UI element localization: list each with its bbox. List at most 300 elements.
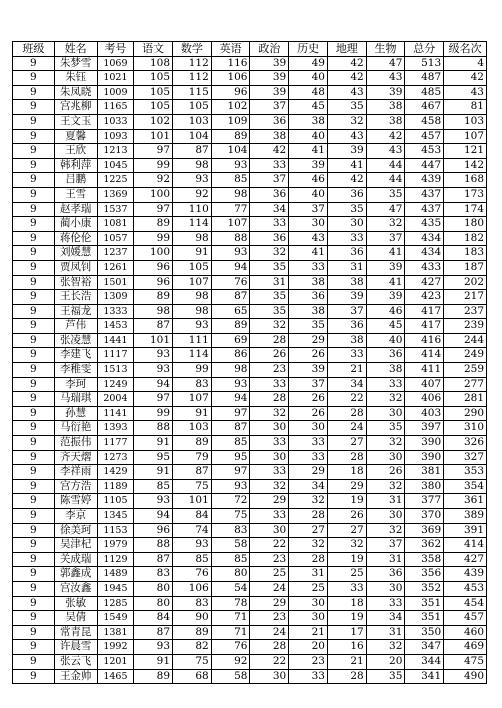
cell-chinese: 96 — [134, 275, 173, 290]
table-row — [13, 333, 487, 348]
cell-class: 9 — [13, 129, 55, 144]
cell-english: 93 — [211, 158, 250, 173]
cell-biology: 38 — [366, 114, 405, 129]
cell-exam-number: 1141 — [97, 406, 134, 421]
cell-history: 38 — [289, 275, 328, 290]
cell-history: 45 — [289, 100, 328, 115]
cell-math: 85 — [173, 552, 212, 567]
cell-history: 37 — [289, 202, 328, 217]
cell-class: 9 — [13, 509, 55, 524]
table-row — [13, 538, 487, 553]
cell-math: 89 — [173, 625, 212, 640]
cell-english: 89 — [211, 319, 250, 334]
table-row — [13, 421, 487, 436]
cell-politics: 30 — [250, 669, 289, 684]
cell-english: 98 — [211, 363, 250, 378]
cell-exam-number: 1213 — [97, 144, 134, 159]
cell-math: 75 — [173, 654, 212, 669]
cell-grade-rank: 4 — [444, 56, 487, 71]
cell-exam-number: 1537 — [97, 202, 134, 217]
cell-total: 370 — [405, 509, 444, 524]
cell-politics: 22 — [250, 538, 289, 553]
cell-chinese: 91 — [134, 465, 173, 480]
cell-exam-number: 1237 — [97, 246, 134, 261]
cell-politics: 34 — [250, 202, 289, 217]
cell-english: 98 — [211, 187, 250, 202]
cell-history: 30 — [289, 217, 328, 232]
cell-history: 34 — [289, 479, 328, 494]
cell-history: 30 — [289, 596, 328, 611]
cell-class: 9 — [13, 611, 55, 626]
cell-class: 9 — [13, 392, 55, 407]
cell-politics: 32 — [250, 406, 289, 421]
cell-geography: 28 — [327, 669, 366, 684]
cell-biology: 30 — [366, 406, 405, 421]
cell-biology: 44 — [366, 173, 405, 188]
cell-geography: 21 — [327, 654, 366, 669]
cell-math: 91 — [173, 246, 212, 261]
cell-class: 9 — [13, 114, 55, 129]
cell-chinese: 101 — [134, 333, 173, 348]
cell-exam-number: 1129 — [97, 552, 134, 567]
cell-history: 29 — [289, 333, 328, 348]
cell-exam-number: 1441 — [97, 333, 134, 348]
cell-name: 宫汝鑫 — [54, 581, 97, 596]
cell-history: 39 — [289, 158, 328, 173]
cell-class: 9 — [13, 246, 55, 261]
cell-chinese: 85 — [134, 479, 173, 494]
cell-biology: 20 — [366, 654, 405, 669]
cell-exam-number: 1081 — [97, 217, 134, 232]
cell-geography: 33 — [327, 581, 366, 596]
cell-class: 9 — [13, 319, 55, 334]
cell-biology: 32 — [366, 640, 405, 655]
cell-grade-rank: 490 — [444, 669, 487, 684]
cell-chinese: 87 — [134, 625, 173, 640]
cell-name: 张智裕 — [54, 275, 97, 290]
cell-name: 关成瑞 — [54, 552, 97, 567]
cell-politics: 36 — [250, 187, 289, 202]
cell-geography: 33 — [327, 348, 366, 363]
cell-math: 93 — [173, 538, 212, 553]
cell-biology: 34 — [366, 611, 405, 626]
cell-name: 蒋伦伦 — [54, 231, 97, 246]
cell-biology: 33 — [366, 377, 405, 392]
cell-math: 101 — [173, 494, 212, 509]
table-row — [13, 406, 487, 421]
cell-exam-number: 1309 — [97, 290, 134, 305]
table-row — [13, 348, 487, 363]
cell-history: 33 — [289, 260, 328, 275]
table-row — [13, 275, 487, 290]
cell-grade-rank: 327 — [444, 450, 487, 465]
cell-grade-rank: 239 — [444, 319, 487, 334]
cell-geography: 32 — [327, 538, 366, 553]
cell-chinese: 97 — [134, 144, 173, 159]
cell-class: 9 — [13, 348, 55, 363]
cell-geography: 30 — [327, 217, 366, 232]
cell-biology: 31 — [366, 494, 405, 509]
cell-grade-rank: 427 — [444, 552, 487, 567]
cell-politics: 28 — [250, 640, 289, 655]
cell-biology: 31 — [366, 552, 405, 567]
cell-politics: 33 — [250, 509, 289, 524]
cell-grade-rank: 81 — [444, 100, 487, 115]
cell-exam-number: 1201 — [97, 654, 134, 669]
table-row — [13, 596, 487, 611]
cell-total: 414 — [405, 348, 444, 363]
column-header-geography: 地理 — [327, 42, 366, 57]
cell-name: 贾凤钊 — [54, 260, 97, 275]
cell-chinese: 80 — [134, 596, 173, 611]
cell-biology: 36 — [366, 567, 405, 582]
cell-exam-number: 1345 — [97, 509, 134, 524]
cell-chinese: 87 — [134, 552, 173, 567]
cell-geography: 28 — [327, 450, 366, 465]
cell-exam-number: 1501 — [97, 275, 134, 290]
score-table — [12, 41, 487, 684]
cell-history: 36 — [289, 290, 328, 305]
cell-name: 范振伟 — [54, 436, 97, 451]
cell-grade-rank: 353 — [444, 465, 487, 480]
cell-grade-rank: 237 — [444, 304, 487, 319]
cell-math: 105 — [173, 100, 212, 115]
cell-exam-number: 1549 — [97, 611, 134, 626]
cell-name: 夏馨 — [54, 129, 97, 144]
cell-exam-number: 1225 — [97, 173, 134, 188]
cell-history: 20 — [289, 640, 328, 655]
cell-total: 453 — [405, 144, 444, 159]
cell-english: 88 — [211, 231, 250, 246]
cell-total: 358 — [405, 552, 444, 567]
cell-history: 31 — [289, 567, 328, 582]
cell-math: 84 — [173, 509, 212, 524]
cell-exam-number: 1945 — [97, 581, 134, 596]
cell-class: 9 — [13, 552, 55, 567]
cell-biology: 47 — [366, 56, 405, 71]
cell-english: 76 — [211, 640, 250, 655]
cell-math: 82 — [173, 640, 212, 655]
table-row — [13, 494, 487, 509]
cell-geography: 39 — [327, 144, 366, 159]
cell-history: 35 — [289, 319, 328, 334]
cell-name: 张敏 — [54, 596, 97, 611]
cell-english: 86 — [211, 348, 250, 363]
cell-biology: 45 — [366, 319, 405, 334]
cell-math: 75 — [173, 479, 212, 494]
cell-history: 38 — [289, 114, 328, 129]
cell-math: 92 — [173, 187, 212, 202]
cell-biology: 30 — [366, 509, 405, 524]
cell-english: 92 — [211, 654, 250, 669]
cell-grade-rank: 173 — [444, 187, 487, 202]
cell-chinese: 84 — [134, 611, 173, 626]
cell-chinese: 105 — [134, 100, 173, 115]
cell-name: 朱凤晓 — [54, 85, 97, 100]
cell-total: 427 — [405, 275, 444, 290]
table-row — [13, 523, 487, 538]
cell-english: 69 — [211, 333, 250, 348]
column-header-total: 总分 — [405, 42, 444, 57]
cell-biology: 39 — [366, 290, 405, 305]
cell-class: 9 — [13, 217, 55, 232]
cell-total: 437 — [405, 202, 444, 217]
cell-english: 107 — [211, 217, 250, 232]
cell-english: 71 — [211, 611, 250, 626]
cell-history: 21 — [289, 625, 328, 640]
cell-total: 397 — [405, 421, 444, 436]
cell-grade-rank: 142 — [444, 158, 487, 173]
cell-biology: 33 — [366, 596, 405, 611]
cell-english: 77 — [211, 202, 250, 217]
cell-math: 98 — [173, 231, 212, 246]
cell-math: 93 — [173, 173, 212, 188]
table-row — [13, 304, 487, 319]
table-row — [13, 290, 487, 305]
cell-geography: 18 — [327, 465, 366, 480]
cell-history: 29 — [289, 465, 328, 480]
cell-math: 91 — [173, 406, 212, 421]
cell-math: 103 — [173, 114, 212, 129]
cell-name: 郭鑫成 — [54, 567, 97, 582]
cell-politics: 30 — [250, 523, 289, 538]
cell-name: 齐天熠 — [54, 450, 97, 465]
cell-geography: 19 — [327, 552, 366, 567]
table-row — [13, 187, 487, 202]
cell-politics: 39 — [250, 56, 289, 71]
cell-total: 434 — [405, 231, 444, 246]
cell-politics: 31 — [250, 275, 289, 290]
cell-exam-number: 1465 — [97, 669, 134, 684]
cell-grade-rank: 187 — [444, 260, 487, 275]
cell-chinese: 94 — [134, 377, 173, 392]
cell-biology: 37 — [366, 231, 405, 246]
cell-biology: 31 — [366, 625, 405, 640]
cell-total: 377 — [405, 494, 444, 509]
table-row — [13, 246, 487, 261]
cell-history: 23 — [289, 654, 328, 669]
cell-politics: 36 — [250, 231, 289, 246]
cell-name: 吴津杞 — [54, 538, 97, 553]
cell-name: 刘媛慧 — [54, 246, 97, 261]
cell-total: 416 — [405, 333, 444, 348]
cell-name: 宫方浩 — [54, 479, 97, 494]
cell-history: 26 — [289, 392, 328, 407]
cell-total: 403 — [405, 406, 444, 421]
cell-politics: 23 — [250, 611, 289, 626]
cell-total: 411 — [405, 363, 444, 378]
cell-geography: 33 — [327, 231, 366, 246]
cell-history: 33 — [289, 669, 328, 684]
cell-politics: 30 — [250, 421, 289, 436]
cell-history: 33 — [289, 450, 328, 465]
cell-english: 102 — [211, 100, 250, 115]
cell-geography: 17 — [327, 625, 366, 640]
table-row — [13, 319, 487, 334]
cell-history: 43 — [289, 231, 328, 246]
table-row — [13, 377, 487, 392]
cell-history: 25 — [289, 581, 328, 596]
cell-biology: 39 — [366, 85, 405, 100]
cell-grade-rank: 42 — [444, 71, 487, 86]
cell-class: 9 — [13, 363, 55, 378]
cell-biology: 40 — [366, 333, 405, 348]
cell-class: 9 — [13, 275, 55, 290]
cell-politics: 22 — [250, 654, 289, 669]
cell-grade-rank: 281 — [444, 392, 487, 407]
cell-chinese: 99 — [134, 158, 173, 173]
cell-exam-number: 1117 — [97, 348, 134, 363]
cell-politics: 29 — [250, 494, 289, 509]
cell-history: 39 — [289, 363, 328, 378]
cell-politics: 26 — [250, 348, 289, 363]
cell-english: 58 — [211, 538, 250, 553]
cell-biology: 47 — [366, 202, 405, 217]
cell-history: 40 — [289, 71, 328, 86]
cell-chinese: 100 — [134, 187, 173, 202]
cell-history: 37 — [289, 377, 328, 392]
cell-grade-rank: 121 — [444, 144, 487, 159]
cell-english: 93 — [211, 377, 250, 392]
cell-class: 9 — [13, 436, 55, 451]
cell-english: 71 — [211, 625, 250, 640]
cell-class: 9 — [13, 625, 55, 640]
table-row — [13, 114, 487, 129]
cell-history: 30 — [289, 421, 328, 436]
cell-math: 98 — [173, 304, 212, 319]
cell-history: 28 — [289, 552, 328, 567]
cell-total: 457 — [405, 129, 444, 144]
column-header-name: 姓名 — [54, 42, 97, 57]
cell-grade-rank: 457 — [444, 611, 487, 626]
column-header-history: 历史 — [289, 42, 328, 57]
cell-exam-number: 1261 — [97, 260, 134, 275]
cell-grade-rank: 182 — [444, 231, 487, 246]
cell-biology: 35 — [366, 669, 405, 684]
cell-grade-rank: 391 — [444, 523, 487, 538]
cell-math: 90 — [173, 611, 212, 626]
cell-chinese: 91 — [134, 436, 173, 451]
cell-politics: 33 — [250, 377, 289, 392]
cell-grade-rank: 103 — [444, 114, 487, 129]
cell-math: 93 — [173, 319, 212, 334]
cell-biology: 32 — [366, 392, 405, 407]
cell-total: 417 — [405, 319, 444, 334]
cell-english: 80 — [211, 567, 250, 582]
cell-chinese: 99 — [134, 406, 173, 421]
cell-total: 351 — [405, 596, 444, 611]
cell-name: 李建飞 — [54, 348, 97, 363]
cell-biology: 35 — [366, 421, 405, 436]
table-row — [13, 217, 487, 232]
cell-chinese: 89 — [134, 217, 173, 232]
cell-math: 98 — [173, 290, 212, 305]
cell-total: 362 — [405, 538, 444, 553]
cell-geography: 37 — [327, 304, 366, 319]
table-row — [13, 260, 487, 275]
cell-class: 9 — [13, 144, 55, 159]
cell-exam-number: 1069 — [97, 56, 134, 71]
cell-class: 9 — [13, 260, 55, 275]
cell-english: 54 — [211, 581, 250, 596]
cell-class: 9 — [13, 567, 55, 582]
cell-english: 94 — [211, 392, 250, 407]
cell-total: 513 — [405, 56, 444, 71]
cell-name: 朱梦雪 — [54, 56, 97, 71]
cell-grade-rank: 454 — [444, 596, 487, 611]
cell-class: 9 — [13, 231, 55, 246]
cell-grade-rank: 414 — [444, 538, 487, 553]
table-row — [13, 552, 487, 567]
cell-grade-rank: 469 — [444, 640, 487, 655]
cell-math: 87 — [173, 144, 212, 159]
cell-geography: 42 — [327, 71, 366, 86]
table-row — [13, 173, 487, 188]
header-row — [13, 42, 487, 57]
cell-class: 9 — [13, 640, 55, 655]
cell-biology: 32 — [366, 436, 405, 451]
cell-name: 赵孝瑞 — [54, 202, 97, 217]
cell-history: 27 — [289, 523, 328, 538]
cell-geography: 32 — [327, 114, 366, 129]
cell-exam-number: 1045 — [97, 158, 134, 173]
cell-grade-rank: 439 — [444, 567, 487, 582]
cell-math: 110 — [173, 202, 212, 217]
cell-total: 390 — [405, 436, 444, 451]
cell-chinese: 101 — [134, 129, 173, 144]
cell-total: 417 — [405, 304, 444, 319]
cell-math: 114 — [173, 348, 212, 363]
cell-politics: 29 — [250, 596, 289, 611]
table-row — [13, 567, 487, 582]
cell-class: 9 — [13, 421, 55, 436]
cell-biology: 32 — [366, 217, 405, 232]
cell-total: 341 — [405, 669, 444, 684]
cell-exam-number: 1992 — [97, 640, 134, 655]
cell-politics: 28 — [250, 333, 289, 348]
table-row — [13, 450, 487, 465]
cell-math: 76 — [173, 567, 212, 582]
cell-politics: 39 — [250, 85, 289, 100]
table-row — [13, 654, 487, 669]
cell-chinese: 97 — [134, 392, 173, 407]
table-row — [13, 479, 487, 494]
cell-history: 26 — [289, 348, 328, 363]
cell-politics: 32 — [250, 246, 289, 261]
cell-politics: 28 — [250, 392, 289, 407]
cell-total: 467 — [405, 100, 444, 115]
cell-math: 115 — [173, 85, 212, 100]
cell-math: 99 — [173, 363, 212, 378]
cell-class: 9 — [13, 465, 55, 480]
cell-geography: 31 — [327, 260, 366, 275]
cell-class: 9 — [13, 494, 55, 509]
cell-geography: 27 — [327, 523, 366, 538]
cell-chinese: 93 — [134, 363, 173, 378]
cell-english: 85 — [211, 552, 250, 567]
cell-class: 9 — [13, 158, 55, 173]
cell-english: 97 — [211, 406, 250, 421]
cell-politics: 33 — [250, 436, 289, 451]
cell-english: 94 — [211, 260, 250, 275]
cell-geography: 26 — [327, 509, 366, 524]
cell-geography: 25 — [327, 567, 366, 582]
cell-geography: 16 — [327, 640, 366, 655]
cell-name: 常青昆 — [54, 625, 97, 640]
cell-class: 9 — [13, 377, 55, 392]
cell-geography: 34 — [327, 377, 366, 392]
cell-english: 93 — [211, 246, 250, 261]
